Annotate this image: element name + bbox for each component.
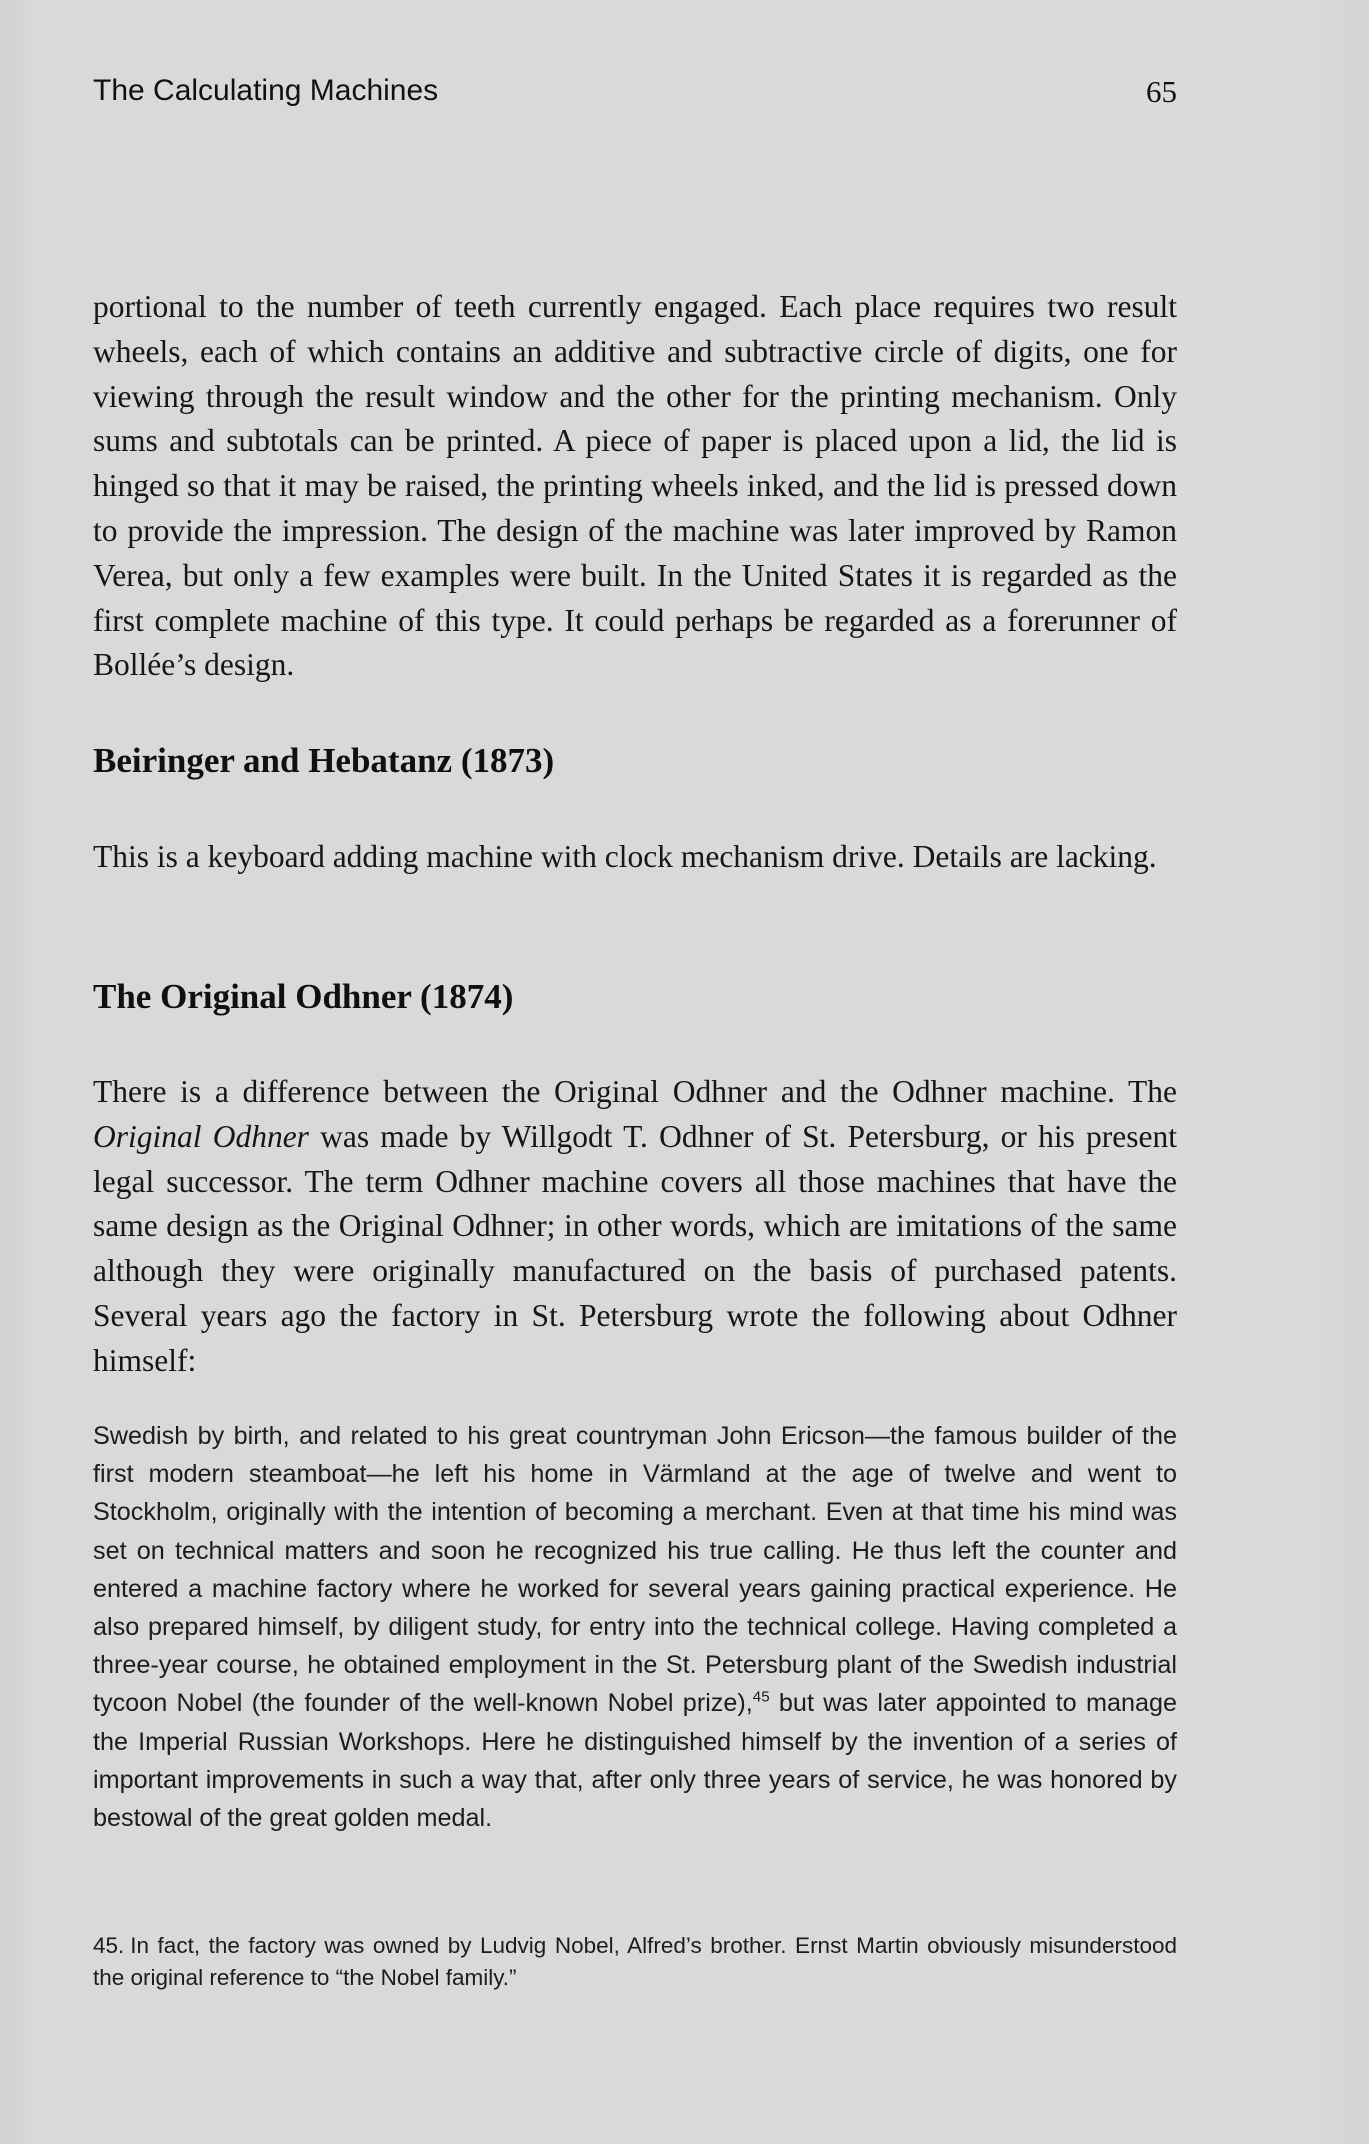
running-header <box>93 74 1177 118</box>
odhner-paragraph-part2: was made by Willgodt T. Odhner of St. Petersburg, or his present legal successor. The term Odhner machine covers all those machines that have the same design as the Original Odhner; in other words, which are imitations of the same although they were originally manufactured on the basis of purchased patents. Several years ago the factory in St. Petersburg wrote the following about Odhner himself: <box>93 1118 1177 1378</box>
footnote <box>93 1930 1177 1994</box>
block-quote <box>93 1417 1177 1837</box>
continued-paragraph: portional to the number of teeth currently engaged. Each place requires two result wheels, each of which contains an additive and subtractive circle of digits, one for viewing through the result window and the other for the printing mechanism. Only sums and subtotals can be printed. A piece of paper is placed upon a lid, the lid is hinged so that it may be raised, the printing wheels inked, and the lid is pressed down to provide the impression. The design of the machine was later improved by Ramon Verea, but only a few examples were built. In the United States it is regarded as the first complete machine of this type. It could perhaps be regarded as a forerunner of Bollée’s design. <box>93 289 1177 683</box>
heading-odhner: The Original Odhner (1874) <box>93 977 514 1016</box>
beiringer-paragraph: This is a keyboard adding machine with clock mechanism drive. Details are lacking. <box>93 839 1157 874</box>
quote-part1: Swedish by birth, and related to his great countryman John Ericson—the famous builder of the first modern steamboat—he left his home in Värmland at the age of twelve and went to Stockholm, originally with the intention of becoming a merchant. Even at that time his mind was set on technical matters and soon he recognized his true calling. He thus left the counter and entered a machine factory where he worked for several years gaining practical experience. He also prepared himself, by diligent study, for entry into the technical college. Having completed a three-year course, he obtained employment in the St. Petersburg plant of the Swedish industrial tycoon Nobel (the founder of the well-known Nobel prize), <box>93 1422 1177 1718</box>
quote-part2: but was later appointed to manage the Imperial Russian Workshops. Here he distinguished himself by the invention of a series of important improvements in such a way that, after only three years of service, he was honored by bestowal of the great golden medal. <box>93 1689 1177 1833</box>
heading-beiringer: Beiringer and Hebatanz (1873) <box>93 741 555 780</box>
footnote-text: In fact, the factory was owned by Ludvig Nobel, Alfred’s brother. Ernst Martin obviously misunderstood the original reference to “the Nobel family.” <box>93 1933 1177 1990</box>
odhner-paragraph <box>93 1070 1177 1384</box>
page-number: 65 <box>1146 74 1177 109</box>
footnote-reference: 45 <box>752 1689 770 1707</box>
footnote-number: 45. <box>93 1933 125 1958</box>
original-odhner-italic: Original Odhner <box>93 1118 309 1154</box>
odhner-paragraph-part1: There is a difference between the Original Odhner and the Odhner machine. The <box>93 1074 1177 1109</box>
running-title: The Calculating Machines <box>93 74 439 107</box>
